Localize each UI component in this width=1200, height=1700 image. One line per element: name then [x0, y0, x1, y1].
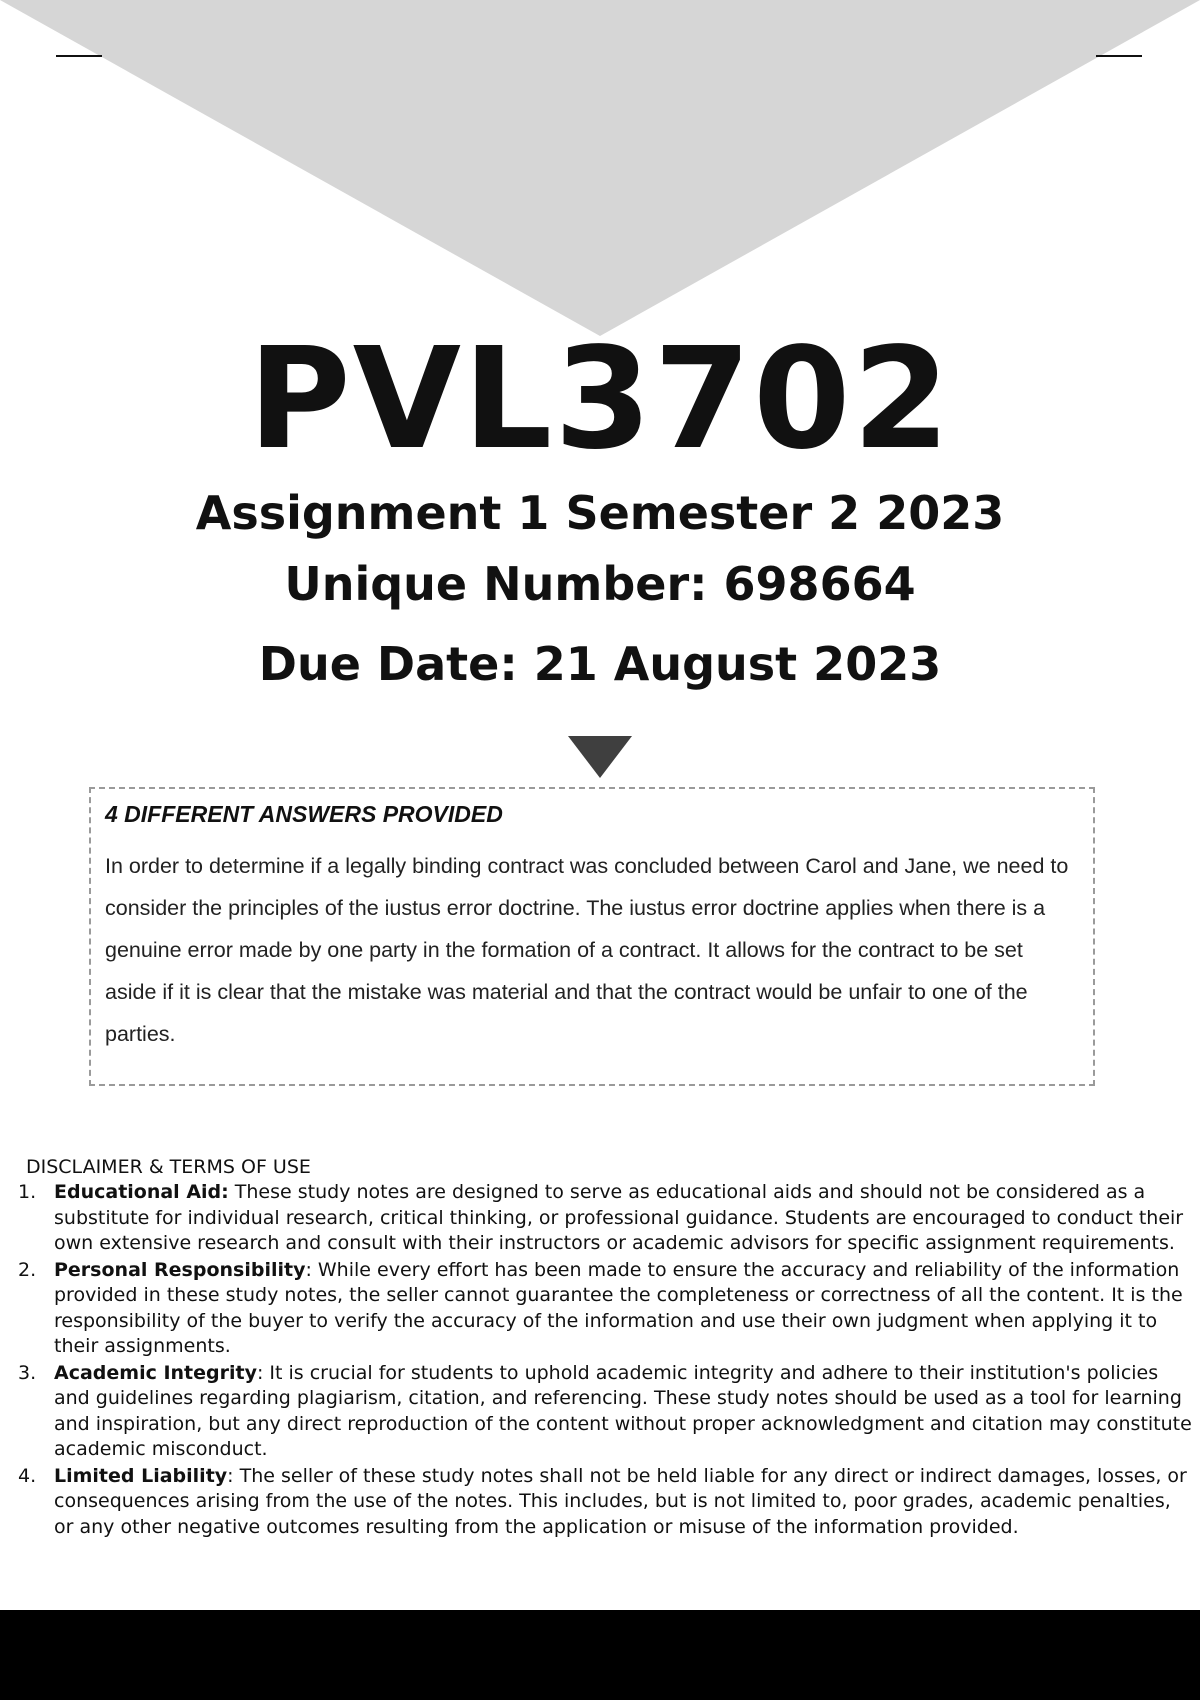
term-text: These study notes are designed to serve as educational aids and should not be considered as a substitute for individual research, critical thinking, or professional guidance. Students are encouraged to conduct their own extensive research and consult with their instructors or academic advisors for specific assignment requirements.	[54, 1181, 1184, 1254]
down-triangle-icon	[568, 736, 632, 778]
term-number: 1.	[18, 1181, 37, 1203]
term-label: Educational Aid:	[54, 1181, 229, 1203]
disclaimer-title: DISCLAIMER & TERMS OF USE	[26, 1156, 311, 1178]
unique-number-line: Unique Number: 698664	[284, 557, 916, 611]
term-label: Personal Responsibility	[54, 1258, 306, 1281]
term-item-educational-aid	[16, 1180, 1192, 1257]
terms-list	[16, 1180, 1192, 1540]
bottom-black-bar	[0, 1610, 1200, 1700]
corner-rule-right	[1096, 55, 1142, 57]
disclaimer-section	[16, 1154, 1192, 1541]
term-text: : While every effort has been made to ensure the accuracy and reliability of the information provided in these study notes, the seller cannot guarantee the completeness or correctness of all the content. It is the responsibility of the buyer to verify the accuracy of the information and use their own judgment when applying it to their assignments.	[54, 1258, 1183, 1357]
decorative-chevron-banner	[0, 0, 1200, 340]
term-label: Limited Liability	[54, 1464, 228, 1487]
term-text: : It is crucial for students to uphold academic integrity and adhere to their institution's policies and guidelines regarding plagiarism, citation, and referencing. These study notes should be used as a tool for learning and inspiration, but any direct reproduction of the content without proper acknowledgment and citation may constitute academic misconduct.	[54, 1361, 1192, 1460]
due-date-line: Due Date: 21 August 2023	[258, 637, 942, 691]
term-item-personal-responsibility	[16, 1258, 1192, 1360]
chevron-shape	[0, 0, 1200, 336]
answers-heading: 4 DIFFERENT ANSWERS PROVIDED	[105, 801, 503, 827]
term-number: 4.	[18, 1464, 37, 1487]
term-text: : The seller of these study notes shall not be held liable for any direct or indirect damages, losses, or consequences arising from the use of the notes. This includes, but is not limited to, poor grades, academic penalties, or any other negative outcomes resulting from the application or misuse of the information provided.	[54, 1464, 1187, 1538]
assignment-subtitle: Assignment 1 Semester 2 2023	[195, 486, 1005, 540]
term-number: 3.	[18, 1361, 37, 1384]
corner-rule-left	[56, 55, 102, 57]
term-item-academic-integrity	[16, 1361, 1192, 1463]
answers-preview-box	[89, 787, 1095, 1086]
answers-body-text: In order to determine if a legally binding contract was concluded between Carol and Jane, we need to consider the principles of the iustus error doctrine. The iustus error doctrine applies when there is a genuine error made by one party in the formation of a contract. It allows for the contract to be set aside if it is clear that the mistake was material and that the contract would be unfair to one of the parties.	[105, 854, 1069, 1046]
term-item-limited-liability	[16, 1464, 1192, 1541]
term-number: 2.	[18, 1258, 37, 1281]
course-code-title: PVL3702	[248, 318, 952, 481]
term-label: Academic Integrity	[54, 1361, 257, 1384]
